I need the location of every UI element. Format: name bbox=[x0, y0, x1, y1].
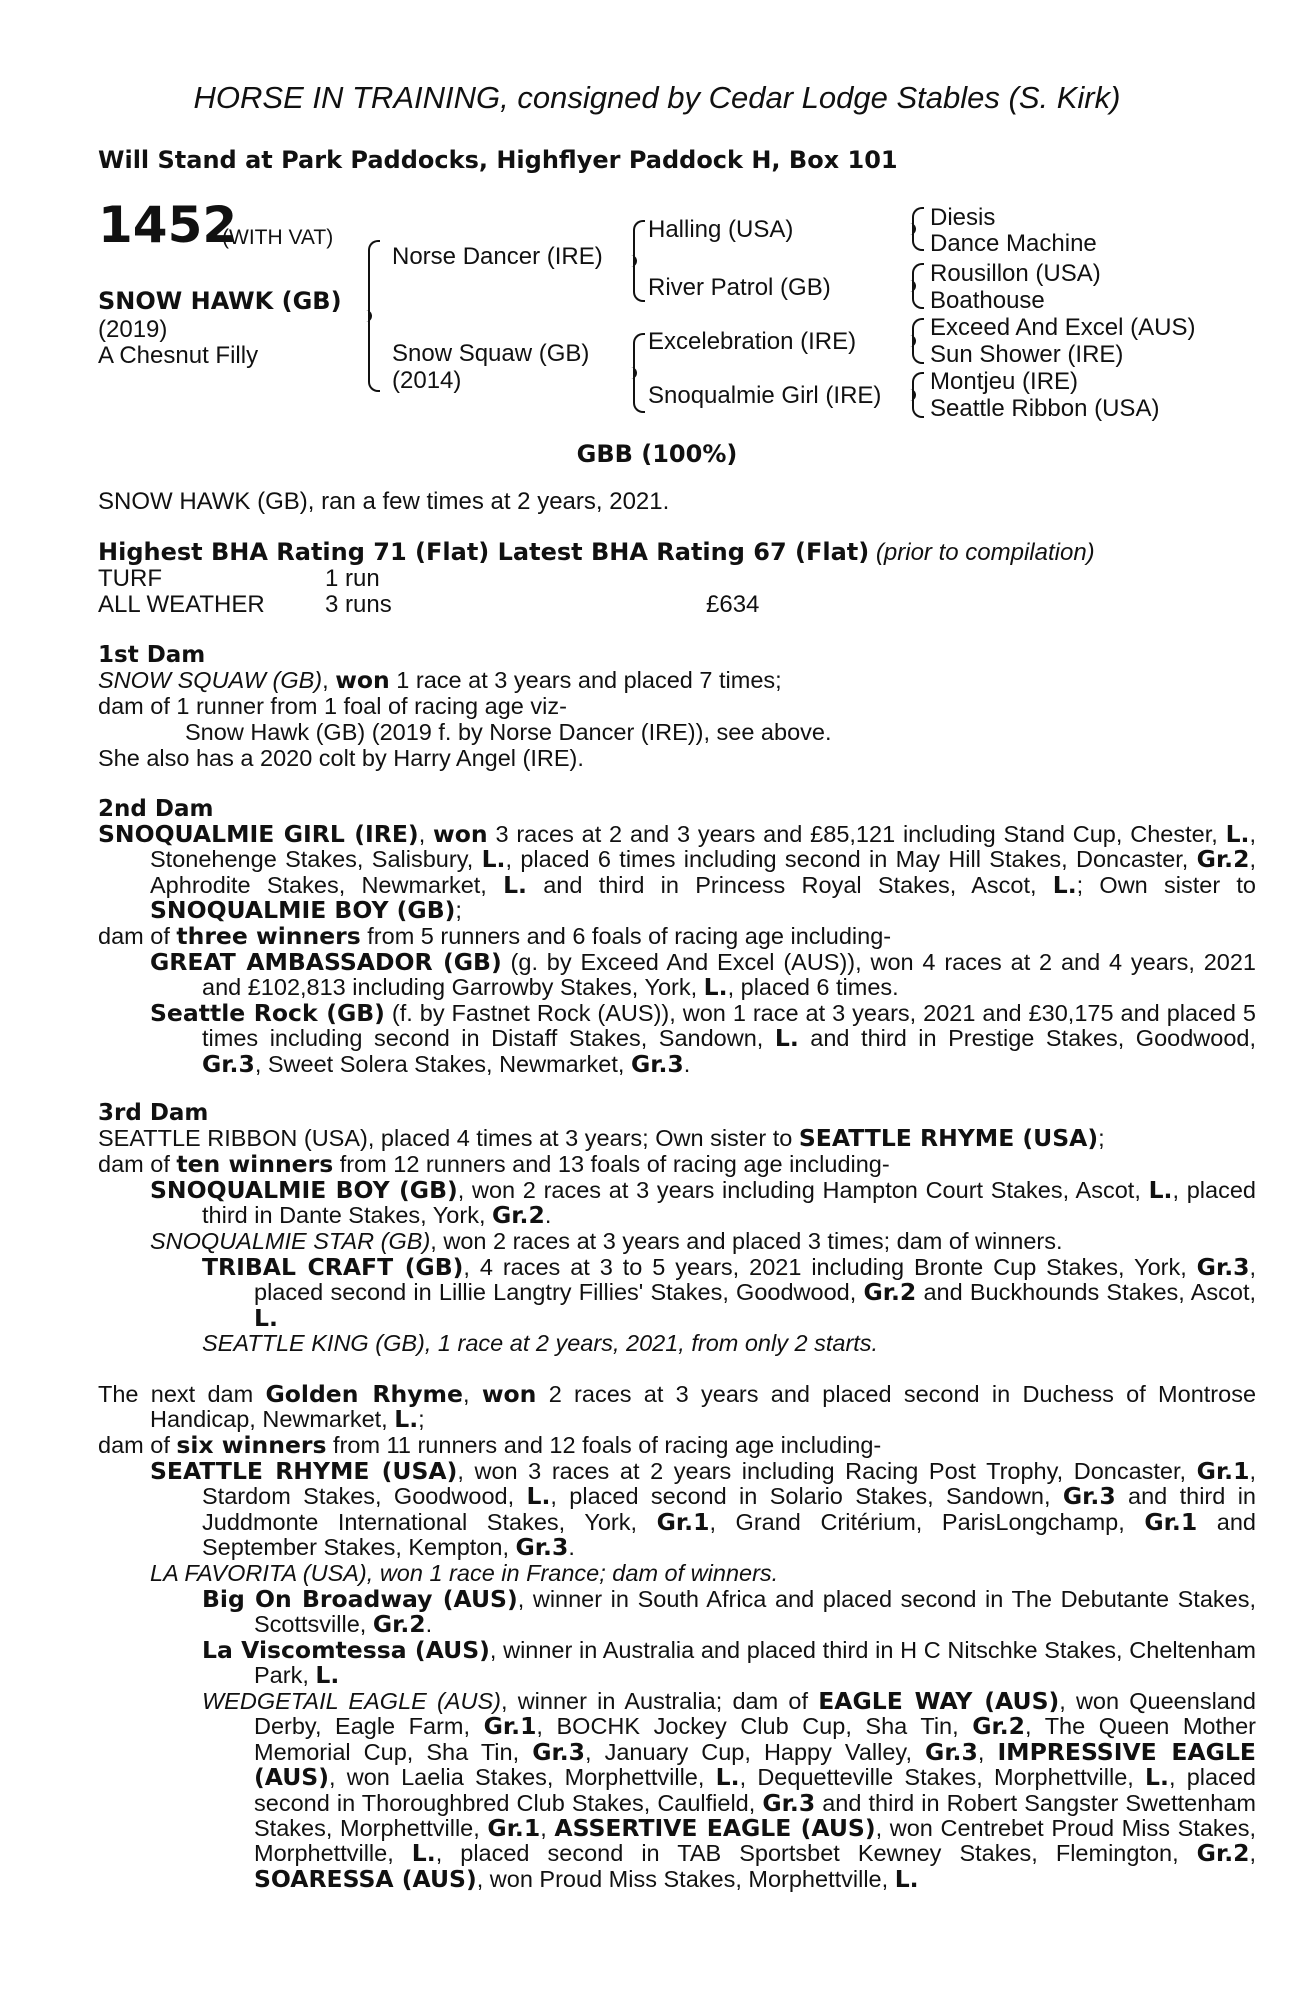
pedigree-brace-sire bbox=[633, 220, 645, 302]
first-dam-heading: 1st Dam bbox=[98, 642, 206, 668]
text-run: , bbox=[540, 1815, 555, 1842]
pedigree-brace-g4 bbox=[912, 372, 924, 418]
pedigree-ggs-2: Rousillon (USA) bbox=[930, 260, 1101, 287]
first-dam-record: 1 race at 3 years and placed 7 times; bbox=[389, 667, 782, 693]
grade: L. bbox=[703, 973, 728, 1002]
grade: L. bbox=[1148, 1176, 1173, 1204]
grade: L. bbox=[1145, 1763, 1169, 1792]
second-dam-heading: 2nd Dam bbox=[98, 796, 214, 822]
pedigree-ggd-2: Boathouse bbox=[930, 287, 1045, 314]
text-run: , winner in Australia; dam of bbox=[500, 1688, 819, 1714]
text-run: ; bbox=[1098, 1125, 1105, 1151]
second-dam-progeny-1 bbox=[150, 950, 1256, 1001]
pedigree-brace-g3 bbox=[912, 318, 924, 364]
winners-count: three winners bbox=[176, 922, 361, 950]
grade: L. bbox=[1052, 870, 1077, 899]
first-dam-line2: dam of 1 runner from 1 foal of racing age viz- bbox=[98, 693, 567, 719]
pedigree-sire: Norse Dancer (IRE) bbox=[392, 243, 603, 270]
winners-count: six winners bbox=[176, 1431, 327, 1459]
text-run: The next dam bbox=[98, 1381, 266, 1407]
text-run: (g. by Exceed And Excel (AUS)), won 4 races at 2 and 4 years, 2021 and £102,813 including Garrowby Stakes, York, bbox=[202, 949, 1257, 1001]
grade: L. bbox=[481, 845, 506, 874]
pedigree-ggd-1: Dance Machine bbox=[930, 230, 1097, 257]
pedigree-ggd-4: Seattle Ribbon (USA) bbox=[930, 395, 1160, 422]
grade: Gr.2 bbox=[972, 1712, 1026, 1741]
text-run: 3 races at 2 and 3 years and £85,121 including Stand Cup, Chester, bbox=[487, 821, 1226, 847]
text-run: and September Stakes, Kempton, bbox=[202, 1508, 1256, 1561]
text-run: and third in Juddmonte International Stakes, York, bbox=[202, 1483, 1256, 1535]
aw-label: ALL WEATHER bbox=[98, 591, 265, 618]
text-run: , Sweet Solera Stakes, Newmarket, bbox=[254, 1050, 631, 1077]
third-dam-heading: 3rd Dam bbox=[98, 1100, 209, 1126]
pedigree-summary: GBB (100%) bbox=[576, 440, 738, 468]
pedigree-dam-sire: Excelebration (IRE) bbox=[648, 328, 857, 355]
text-run: , won Laelia Stakes, Morphettville, bbox=[328, 1764, 716, 1791]
text-run: . bbox=[568, 1534, 575, 1561]
first-dam-name: SNOW SQUAW (GB) bbox=[98, 667, 323, 693]
horse-ref: SEATTLE RHYME (USA) bbox=[798, 1124, 1099, 1152]
grade: Gr.3 bbox=[202, 1049, 255, 1078]
text-run: ; bbox=[418, 1406, 425, 1433]
text-run: , won Queensland Derby, Eagle Farm, bbox=[254, 1688, 1257, 1740]
text-run: , won 3 races at 2 years including Racing Post Trophy, Doncaster, bbox=[457, 1458, 1197, 1484]
grade: L. bbox=[526, 1482, 551, 1511]
text-run: , The Queen Mother Memorial Cup, Sha Tin, bbox=[254, 1713, 1256, 1765]
pedigree-dam: Snow Squaw (GB) bbox=[392, 340, 590, 367]
grade: Gr.1 bbox=[656, 1507, 710, 1536]
grade: Gr.2 bbox=[1196, 845, 1250, 874]
text-run: , won 2 races at 3 years including Hampton Court Stakes, Ascot, bbox=[457, 1177, 1149, 1203]
text-run: , Aphrodite Stakes, Newmarket, bbox=[150, 846, 1256, 898]
progeny-name: SEATTLE RHYME (USA) bbox=[150, 1457, 458, 1485]
horse-ref: SNOQUALMIE BOY (GB) bbox=[150, 896, 456, 925]
horse-ref: SOARESSA (AUS) bbox=[254, 1864, 477, 1893]
text-run: ; Own sister to bbox=[1076, 871, 1256, 898]
progeny-name: SNOQUALMIE STAR (GB) bbox=[150, 1228, 431, 1254]
first-dam-line3: Snow Hawk (GB) (2019 f. by Norse Dancer (IRE)), see above. bbox=[185, 719, 832, 745]
first-dam-line4: She also has a 2020 colt by Harry Angel (IRE). bbox=[98, 745, 584, 771]
pedigree-brace-gen1 bbox=[368, 240, 380, 392]
text-run: , bbox=[977, 1738, 998, 1765]
text-run: dam of bbox=[98, 1151, 177, 1177]
rating-note: (prior to compilation) bbox=[875, 539, 1095, 566]
text-run: , placed second in Thoroughbred Club Stakes, Caulfield, bbox=[254, 1764, 1256, 1816]
won-label: won bbox=[481, 1380, 537, 1408]
grade: Gr.3 bbox=[532, 1737, 585, 1766]
pedigree-ggs-4: Montjeu (IRE) bbox=[930, 368, 1079, 395]
text-run: from 12 runners and 13 foals of racing age including- bbox=[333, 1151, 890, 1177]
text-run: from 5 runners and 6 foals of racing age including- bbox=[360, 923, 892, 949]
text-run: , BOCHK Jockey Club Cup, Sha Tin, bbox=[536, 1713, 973, 1740]
text-run: ; bbox=[455, 897, 462, 924]
text-run: dam of bbox=[98, 923, 177, 949]
text-run: , January Cup, Happy Valley, bbox=[585, 1738, 926, 1765]
grade: L. bbox=[774, 1024, 799, 1053]
pedigree-brace-dam bbox=[633, 333, 645, 413]
text-run: , placed second in Solario Stakes, Sandown, bbox=[550, 1483, 1063, 1510]
text-run: , placed 6 times including second in May Hill Stakes, Doncaster, bbox=[505, 846, 1197, 873]
grade: Gr.3 bbox=[630, 1049, 684, 1078]
second-dam-progeny-2 bbox=[150, 1001, 1256, 1077]
aw-runs: 3 runs bbox=[325, 591, 392, 618]
text-run: and Buckhounds Stakes, Ascot, bbox=[916, 1279, 1256, 1306]
next-dam-grandprogeny-2 bbox=[202, 1638, 1256, 1689]
horse-year: (2019) bbox=[98, 316, 168, 343]
next-dam-progeny-2: LA FAVORITA (USA), won 1 race in France; dam of winners. bbox=[150, 1560, 779, 1586]
horse-ref: IMPRESSIVE EAGLE (AUS) bbox=[254, 1737, 1256, 1792]
text-run: , 4 races at 3 to 5 years, 2021 including Bronte Cup Stakes, York, bbox=[463, 1254, 1197, 1280]
next-dam-grandprogeny-1 bbox=[202, 1587, 1256, 1638]
pedigree-sire-sire: Halling (USA) bbox=[648, 216, 794, 243]
pedigree-brace-g2 bbox=[912, 263, 924, 309]
second-dam-para1: SNOQUALMIE GIRL (IRE), won 3 races at 2 and 3 years and £85,121 including Stand Cup, Chester, L., Stonehenge Stakes, Salisbury, L., placed 6 times including second in May Hill Stakes, Doncaster, Gr.2, Aphrodite Stakes, Newmarket, L. and third in Princess Royal Stakes, Ascot, L.; Own sister to SNOQUALMIE BOY (GB); bbox=[98, 820, 1257, 925]
third-dam-grandprogeny-1 bbox=[202, 1255, 1256, 1331]
text-run: , Stonehenge Stakes, Salisbury, bbox=[150, 821, 1257, 873]
text-run: . bbox=[683, 1050, 691, 1077]
aw-prize: £634 bbox=[706, 591, 760, 618]
grade: Gr.3 bbox=[515, 1533, 569, 1562]
text-run: . bbox=[544, 1202, 552, 1229]
grade: L. bbox=[315, 1661, 340, 1690]
text-run: , placed second in Lillie Langtry Fillies' Stakes, Goodwood, bbox=[254, 1254, 1257, 1306]
won-label: won bbox=[335, 666, 390, 694]
pedigree-brace-g1 bbox=[912, 207, 924, 251]
pedigree-sire-dam: River Patrol (GB) bbox=[648, 274, 831, 301]
third-dam-para1 bbox=[98, 1126, 1204, 1151]
text-run: and third in Prestige Stakes, Goodwood, bbox=[798, 1025, 1256, 1052]
second-dam-para2 bbox=[98, 924, 1204, 949]
grade: Gr.2 bbox=[863, 1278, 917, 1307]
second-dam-name: SNOQUALMIE GIRL (IRE) bbox=[98, 820, 419, 848]
text-run: from 11 runners and 12 foals of racing age including- bbox=[326, 1432, 882, 1458]
pedigree-dam-year: (2014) bbox=[392, 367, 462, 394]
third-dam-progeny-1 bbox=[150, 1178, 1256, 1229]
text-run: 2 races at 3 years and placed second in Duchess of Montrose Handicap, Newmarket, bbox=[150, 1381, 1257, 1433]
grade: L. bbox=[1225, 820, 1250, 848]
grade: L. bbox=[715, 1763, 740, 1792]
grade: Gr.1 bbox=[483, 1712, 537, 1741]
grade: Gr.2 bbox=[1196, 1839, 1250, 1868]
text-run: . bbox=[425, 1611, 433, 1638]
next-dam-grandprogeny-3 bbox=[202, 1689, 1256, 1892]
race-record-intro: SNOW HAWK (GB), ran a few times at 2 years, 2021. bbox=[98, 488, 670, 515]
progeny-name: SNOQUALMIE BOY (GB) bbox=[150, 1176, 458, 1204]
pedigree-ggs-3: Exceed And Excel (AUS) bbox=[930, 314, 1196, 341]
next-dam-progeny-1 bbox=[150, 1459, 1256, 1561]
horse-name: SNOW HAWK (GB) bbox=[98, 287, 342, 315]
pedigree-ggd-3: Sun Shower (IRE) bbox=[930, 341, 1124, 368]
catalogue-header: HORSE IN TRAINING, consigned by Cedar Lodge Stables (S. Kirk) bbox=[193, 80, 1121, 115]
grade: L. bbox=[894, 1864, 919, 1893]
progeny-name: Big On Broadway (AUS) bbox=[202, 1585, 518, 1613]
progeny-name: GREAT AMBASSADOR (GB) bbox=[150, 948, 502, 976]
text-run: , placed third in Dante Stakes, York, bbox=[202, 1177, 1256, 1229]
text-run: , won Proud Miss Stakes, Morphettville, bbox=[476, 1865, 895, 1892]
progeny-name: La Viscomtessa (AUS) bbox=[202, 1636, 490, 1664]
next-dam-name: Golden Rhyme bbox=[265, 1380, 463, 1408]
grade: Gr.1 bbox=[1144, 1507, 1198, 1536]
grade: Gr.2 bbox=[492, 1201, 545, 1230]
text-run: and third in Princess Royal Stakes, Ascot, bbox=[526, 871, 1053, 898]
horse-ref: ASSERTIVE EAGLE (AUS) bbox=[554, 1814, 876, 1843]
third-dam-grandprogeny-2: SEATTLE KING (GB), 1 race at 2 years, 2021, from only 2 starts. bbox=[202, 1330, 879, 1356]
winners-count: ten winners bbox=[176, 1150, 334, 1178]
text-run: , placed second in TAB Sportsbet Kewney Stakes, Flemington, bbox=[435, 1840, 1197, 1867]
horse-description: A Chesnut Filly bbox=[98, 342, 259, 369]
grade: Gr.2 bbox=[372, 1610, 426, 1639]
text-run: , Dequetteville Stakes, Morphettville, bbox=[739, 1764, 1146, 1791]
text-run: , won Centrebet Proud Miss Stakes, Morphettville, bbox=[254, 1815, 1256, 1867]
pedigree-ggs-1: Diesis bbox=[930, 204, 996, 231]
next-dam-para2 bbox=[98, 1433, 1204, 1458]
vat-note: (WITH VAT) bbox=[222, 226, 334, 249]
text-run: , bbox=[1249, 1840, 1257, 1867]
text-run: , Grand Critérium, ParisLongchamp, bbox=[709, 1508, 1145, 1535]
grade: Gr.3 bbox=[1062, 1482, 1116, 1511]
pedigree-dam-dam: Snoqualmie Girl (IRE) bbox=[648, 382, 882, 409]
turf-label: TURF bbox=[98, 565, 162, 592]
text-run: , bbox=[462, 1381, 482, 1407]
grade: L. bbox=[254, 1303, 278, 1332]
third-dam-para2 bbox=[98, 1152, 1204, 1177]
bha-rating: Highest BHA Rating 71 (Flat) Latest BHA Rating 67 (Flat) bbox=[98, 538, 870, 566]
won-label: won bbox=[433, 820, 488, 848]
grade: Gr.1 bbox=[487, 1814, 541, 1843]
text-run: dam of bbox=[98, 1432, 177, 1458]
grade: Gr.3 bbox=[1196, 1253, 1250, 1281]
text-run: and third in Robert Sangster Swettenham Stakes, Morphettville, bbox=[254, 1789, 1257, 1842]
text-run: , placed 6 times. bbox=[727, 974, 899, 1001]
progeny-name: WEDGETAIL EAGLE (AUS) bbox=[202, 1688, 501, 1714]
progeny-name: TRIBAL CRAFT (GB) bbox=[202, 1253, 464, 1281]
stand-location: Will Stand at Park Paddocks, Highflyer Paddock H, Box 101 bbox=[98, 146, 898, 174]
grade: Gr.3 bbox=[925, 1737, 978, 1766]
grade: L. bbox=[503, 870, 527, 899]
first-dam-line1: SNOW SQUAW (GB), won 1 race at 3 years and placed 7 times; bbox=[98, 666, 782, 694]
lot-number: 1452 bbox=[98, 196, 238, 254]
turf-runs: 1 run bbox=[325, 565, 380, 592]
grade: L. bbox=[394, 1405, 419, 1434]
grade: Gr.3 bbox=[762, 1788, 816, 1817]
text-run: , won 2 races at 3 years and placed 3 times; dam of winners. bbox=[430, 1228, 1063, 1254]
third-dam-progeny-2 bbox=[150, 1229, 1204, 1254]
horse-ref: EAGLE WAY (AUS) bbox=[818, 1687, 1060, 1715]
text-run: , winner in Australia and placed third in H C Nitschke Stakes, Cheltenham Park, bbox=[254, 1637, 1256, 1689]
progeny-name: Seattle Rock (GB) bbox=[150, 999, 385, 1027]
text-run: , winner in South Africa and placed second in The Debutante Stakes, Scottsville, bbox=[254, 1586, 1257, 1638]
grade: L. bbox=[411, 1839, 436, 1868]
next-dam-para1 bbox=[98, 1382, 1256, 1433]
text-run: (f. by Fastnet Rock (AUS)), won 1 race at 3 years, 2021 and £30,175 and placed 5 times including second in Distaff Stakes, Sandown, bbox=[202, 1000, 1256, 1052]
text-run: , Stardom Stakes, Goodwood, bbox=[202, 1458, 1256, 1510]
grade: Gr.1 bbox=[1196, 1457, 1250, 1485]
bha-rating-line bbox=[98, 538, 1095, 567]
text-run: SEATTLE RIBBON (USA), placed 4 times at 3 years; Own sister to bbox=[98, 1125, 799, 1151]
